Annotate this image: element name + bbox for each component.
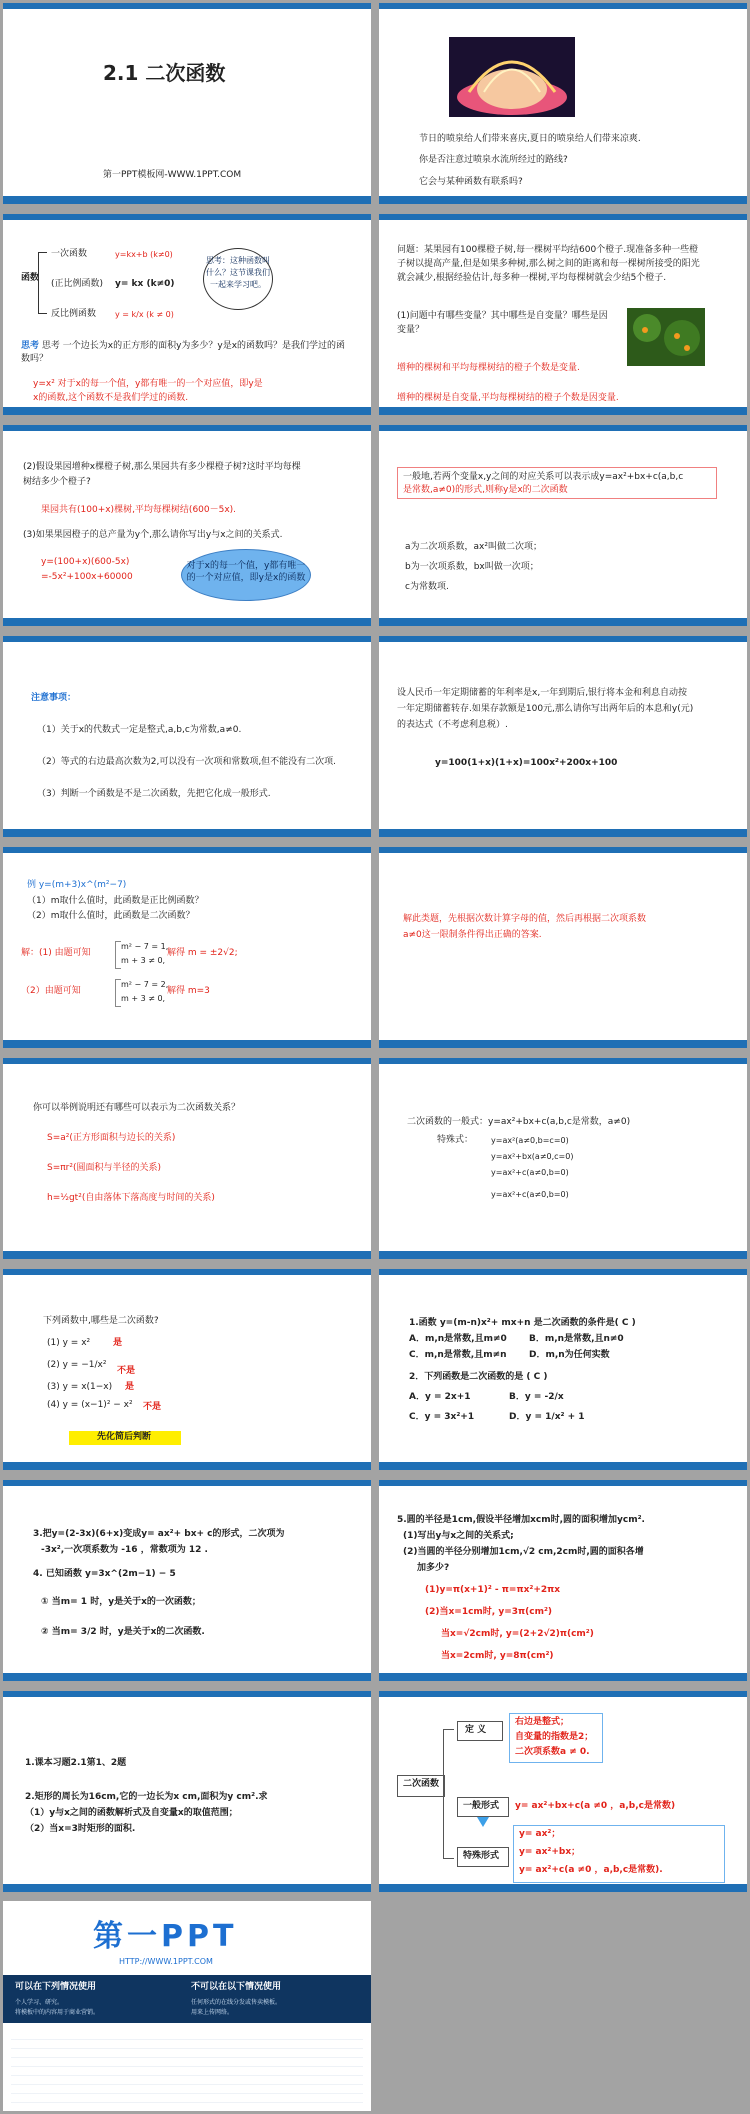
label: 一次函数 [51, 249, 88, 259]
result: 不是 [143, 1402, 162, 1412]
answer: h=½gt²(自由落体下落高度与时间的关系) [47, 1193, 215, 1203]
formula: y= kx (k≠0) [115, 279, 175, 289]
slide-5 [3, 425, 371, 626]
slide-7 [3, 636, 371, 837]
question: 4. 已知函数 y=3x^(2m−1) − 5 [33, 1569, 176, 1579]
result: 解得 m = ±2√2; [167, 948, 238, 958]
slide-14 [379, 1269, 747, 1470]
question: -3x²,一次项系数为 -16 ，常数项为 12 . [41, 1545, 208, 1555]
definition: 一般地,若两个变量x,y之间的对应关系可以表示成y=ax²+bx+c(a,b,c [403, 472, 684, 482]
result: 是 [113, 1338, 123, 1348]
subtitle: 第一PPT模板网-WWW.1PPT.COM [103, 170, 242, 180]
answer: x的函数,这个函数不是我们学过的函数. [33, 393, 189, 403]
answer: 当x=2cm时, y=8π(cm²) [441, 1651, 554, 1661]
usage-heading: 不可以在以下情况使用 [191, 1982, 282, 1992]
option: D．m,n为任何实数 [529, 1350, 610, 1360]
condition: m + 3 ≠ 0, [121, 994, 166, 1003]
general-formula: y= ax²+bx+c(a ≠0 ，a,b,c是常数) [515, 1801, 676, 1811]
label: 特殊式： [437, 1135, 474, 1145]
text-line: 的表达式（不考虑利息税）. [397, 720, 508, 730]
formula: (3) y = x(1−x) [47, 1382, 113, 1392]
option: A．y = 2x+1 [409, 1392, 471, 1402]
special-formula: y= ax²+bx； [519, 1847, 581, 1857]
special-formula: y= ax²+c(a ≠0 ，a,b,c是常数). [519, 1865, 663, 1875]
formula: y = k/x (k ≠ 0) [115, 310, 174, 319]
answer: (2)当x=1cm时, y=3π(cm²) [425, 1607, 553, 1617]
label: 反比例函数 [51, 309, 97, 319]
answer: (1)y=π(x+1)² - π=πx²+2πx [425, 1585, 561, 1595]
slide-1 [3, 3, 371, 204]
solution: 解：(1) 由题可知 [21, 948, 91, 958]
text-line: 问题：某果园有100棵橙子树,每一棵树平均结600个橙子.现准备多种一些橙 [397, 245, 699, 255]
answer: ② 当m= 3/2 时，y是关于x的二次函数. [41, 1627, 205, 1637]
homework: （2）当x=3时矩形的面积. [25, 1824, 136, 1834]
answer: 增种的棵树是自变量,平均每棵树结的橙子个数是因变量. [397, 393, 619, 403]
text-line: 子树以提高产量,但是如果多种树,那么树之间的距离和每一棵树所接受的阳光 [397, 259, 700, 269]
label: 函数 [21, 273, 40, 283]
text-line: 你是否注意过喷泉水流所经过的路线? [419, 155, 568, 165]
note: （1）关于x的代数式一定是整式,a,b,c为常数,a≠0. [37, 725, 242, 735]
homework: 1.课本习题2.1第1、2题 [25, 1758, 127, 1768]
condition: m + 3 ≠ 0, [121, 956, 166, 965]
slide-13 [3, 1269, 371, 1470]
text-line: 就会减少,根据经验估计,每多种一棵树,平均每棵树就会少结5个橙子. [397, 273, 667, 283]
slide-10 [379, 847, 747, 1048]
logo-url: HTTP://WWW.1PPT.COM [119, 1957, 213, 1966]
note: （3）判断一个函数是不是二次函数，先把它化成一般形式. [37, 789, 271, 799]
question: (3)如果果园橙子的总产量为y个,那么请你写出y与x之间的关系式. [23, 530, 283, 540]
brace [38, 252, 47, 314]
text-line: 它会与某种函数有联系吗? [419, 177, 523, 187]
question: 思考 思考 一个边长为x的正方形的面积y为多少？y是x的函数吗？是我们学过的函数吗？ [21, 341, 346, 364]
question: (1)写出y与x之间的关系式; [403, 1531, 514, 1541]
special-form: y=ax²+c(a≠0,b=0) [491, 1190, 569, 1199]
result: 解得 m=3 [167, 986, 210, 996]
answer: 当x=√2cm时, y=(2+2√2)π(cm²) [441, 1629, 594, 1639]
result: 是 [125, 1382, 135, 1392]
question: 2．下列函数是二次函数的是 ( C ) [409, 1372, 548, 1382]
slide-8 [379, 636, 747, 837]
result: 不是 [117, 1366, 136, 1376]
rule: 右边是整式； [515, 1717, 570, 1727]
answer: y=x² 对于x的每一个值，y都有唯一的一个对应值，即y是 [33, 379, 263, 389]
question: 5.圆的半径是1cm,假设半径增加xcm时,圆的面积增加ycm². [397, 1515, 645, 1525]
question-text: 思考 一个边长为x的正方形的面积y为多少？y是x的函数吗？是我们学过的函数吗？ [21, 341, 346, 364]
text-line: 节日的喷泉给人们带来喜庆,夏日的喷泉给人们带来凉爽. [419, 134, 641, 144]
end-slide [3, 1901, 371, 2111]
slide-18 [379, 1691, 747, 1892]
slide-17 [3, 1691, 371, 1892]
logo-text: 第一PPT [93, 1919, 238, 1954]
rule: 二次项系数a ≠ 0. [515, 1747, 590, 1757]
rule: 自变量的指数是2； [515, 1732, 594, 1742]
slide-12 [379, 1058, 747, 1259]
thought-cloud [181, 549, 311, 601]
option: B．y = -2/x [509, 1392, 564, 1402]
usage-item: 任何形式的在线分发或售卖模板。 [191, 1999, 282, 2006]
down-arrow-icon [477, 1817, 489, 1827]
equation: =-5x²+100x+60000 [41, 572, 133, 582]
slide-2 [379, 3, 747, 204]
option: D．y = 1/x² + 1 [509, 1412, 585, 1422]
question: 1.函数 y=(m-n)x²+ mx+n 是二次函数的条件是( C ) [409, 1318, 636, 1328]
special-formula: y= ax²； [519, 1829, 561, 1839]
text-line: a≠0这一限制条件得出正确的答案. [403, 930, 542, 940]
answer: S=a²(正方形面积与边长的关系) [47, 1133, 176, 1143]
option: B．m,n是常数,且n≠0 [529, 1334, 624, 1344]
node-label: 定 义 [465, 1725, 487, 1735]
term: a为二次项系数，ax²叫做二次项； [405, 542, 542, 552]
equation: y=100(1+x)(1+x)=100x²+200x+100 [435, 758, 618, 768]
example: 例 y=(m+3)x^(m²−7) [27, 880, 127, 890]
slide-6 [379, 425, 747, 626]
usage-item: 将模板中的内容用于商业营销。 [15, 2009, 100, 2016]
question: 变量？ [397, 325, 425, 335]
node-label: 一般形式 [463, 1801, 500, 1811]
text-line: 解此类题，先根据次数计算字母的值，然后再根据二次项系数 [403, 914, 647, 924]
text-line: 设人民币一年定期储蓄的年利率是x,一年到期后,银行将本金和利息自动按 [397, 688, 688, 698]
term: c为常数项. [405, 582, 449, 592]
answer: 果园共有(100+x)棵树,平均每棵树结(600－5x). [41, 505, 237, 515]
question: 树结多少个橙子? [23, 477, 91, 487]
cloud-line: 的一个对应值，即y是x的函数 [186, 573, 306, 583]
formula: (2) y = −1/x² [47, 1360, 107, 1370]
fountain-photo [449, 37, 575, 117]
answer: ① 当m= 1 时，y是关于x的一次函数； [41, 1597, 201, 1607]
tree-brace [443, 1729, 454, 1859]
question: （1）m取什么值时，此函数是正比例函数？ [27, 896, 204, 906]
condition: m² − 7 = 1, [121, 942, 169, 951]
option: C．y = 3x²+1 [409, 1412, 475, 1422]
root-label: 二次函数 [403, 1779, 440, 1789]
label: (正比例函数) [51, 279, 104, 289]
special-form: y=ax²+bx(a≠0,c=0) [491, 1152, 574, 1161]
page-title: 2.1 二次函数 [103, 61, 226, 85]
formula: (1) y = x² [47, 1338, 91, 1348]
slide-16 [379, 1480, 747, 1681]
cloud-line: 对于x的每一个值，y都有唯一 [186, 561, 306, 571]
note: 先化简后判断 [97, 1432, 152, 1442]
special-form: y=ax²(a≠0,b=c=0) [491, 1136, 569, 1145]
link-list [11, 2031, 363, 2107]
homework: （1）y与x之间的函数解析式及自变量x的取值范围； [25, 1808, 238, 1818]
question: 你可以举例说明还有哪些可以表示为二次函数关系？ [33, 1103, 241, 1113]
usage-item: 用来上传网络。 [191, 2009, 234, 2016]
thought-cloud: 思考：这种函数叫什么？这节课我们一起来学习吧。 [203, 248, 273, 310]
question: (2)当圆的半径分别增加1cm,√2 cm,2cm时,圆的面积各增 [403, 1547, 644, 1557]
condition: m² − 7 = 2, [121, 980, 169, 989]
note: （2）等式的右边最高次数为2,可以没有一次项和常数项,但不能没有二次项. [37, 757, 337, 767]
equation: y=(100+x)(600-5x) [41, 557, 130, 567]
homework: 2.矩形的周长为16cm,它的一边长为x cm,面积为y cm².求 [25, 1792, 268, 1802]
question: 下列函数中,哪些是二次函数? [43, 1316, 159, 1326]
slide-11 [3, 1058, 371, 1259]
slide-9 [3, 847, 371, 1048]
special-form: y=ax²+c(a≠0,b=0) [491, 1168, 569, 1177]
orange-tree-photo [627, 308, 705, 366]
option: C．m,n是常数,且m≠n [409, 1350, 507, 1360]
option: A．m,n是常数,且m≠0 [409, 1334, 507, 1344]
answer: S=πr²(圆面积与半径的关系) [47, 1163, 162, 1173]
slide-15 [3, 1480, 371, 1681]
node-label: 特殊形式 [463, 1851, 500, 1861]
answer: 增种的棵树和平均每棵树结的橙子个数是变量. [397, 363, 580, 373]
question: 加多少? [417, 1563, 450, 1573]
text-line: 一年定期储蓄转存.如果存款额是100元,那么请你写出两年后的本息和y(元) [397, 704, 694, 714]
question: (2)假设果园增种x棵橙子树,那么果园共有多少棵橙子树?这时平均每棵 [23, 462, 301, 472]
definition: 是常数,a≠0)的形式,则称y是x的二次函数 [403, 485, 568, 495]
term: b为一次项系数，bx叫做一次项； [405, 562, 539, 572]
formula: (4) y = (x−1)² − x² [47, 1400, 133, 1410]
formula: y=kx+b (k≠0) [115, 250, 173, 259]
slide-3 [3, 214, 371, 415]
question: 3.把y=(2-3x)(6+x)变成y= ax²+ bx+ c的形式，二次项为 [33, 1529, 285, 1539]
usage-heading: 可以在下列情况使用 [15, 1982, 97, 1992]
section-heading: 注意事项： [31, 693, 77, 703]
general-form: 二次函数的一般式：y=ax²+bx+c(a,b,c是常数，a≠0) [407, 1117, 631, 1127]
solution: （2）由题可知 [21, 986, 81, 996]
usage-item: 个人学习、研究。 [15, 1999, 64, 2006]
question: (1)问题中有哪些变量？其中哪些是自变量？哪些是因 [397, 311, 608, 321]
slide-4 [379, 214, 747, 415]
question: （2）m取什么值时，此函数是二次函数？ [27, 911, 195, 921]
